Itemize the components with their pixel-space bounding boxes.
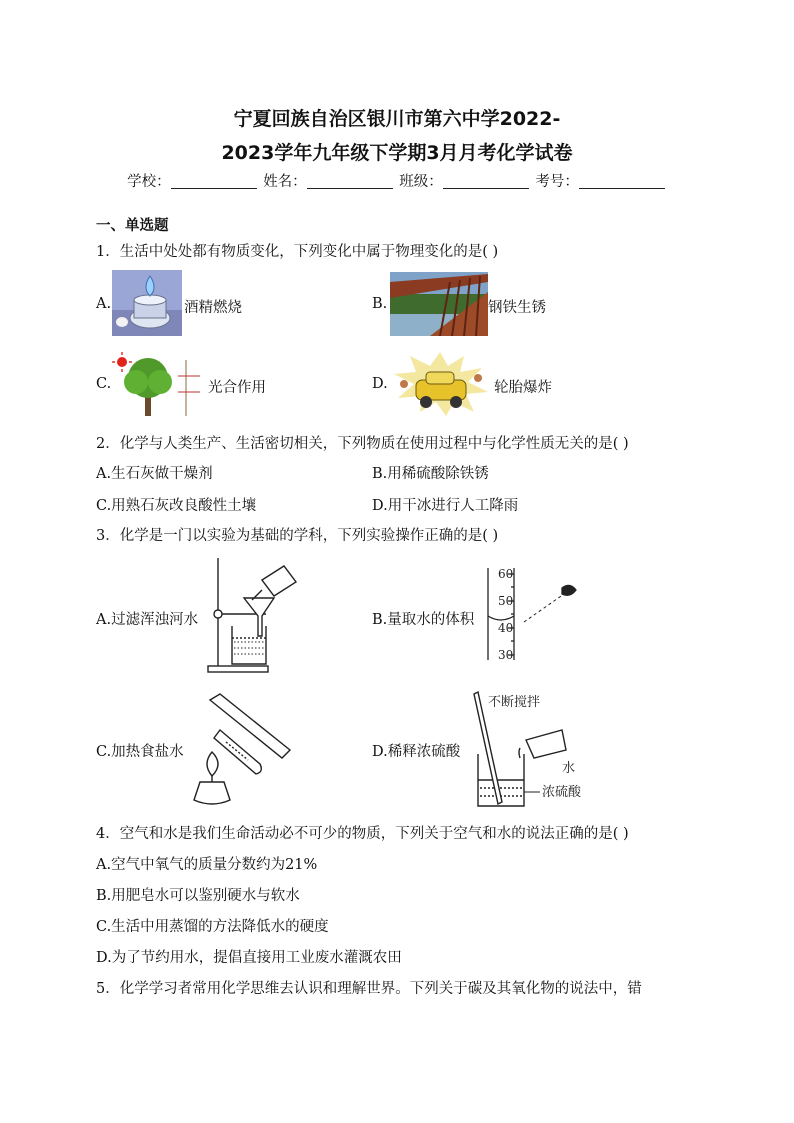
q1-option-a-letter: A. [96,296,112,312]
cylinder-tick-50: 50 [498,594,514,608]
question-1-stem: 1．生活中处处都有物质变化，下列变化中属于物理变化的是( ) [96,244,499,260]
name-field[interactable] [307,174,393,189]
heating-test-tube-diagram [190,690,300,808]
q4-option-b: B.用肥皂水可以鉴别硬水与软水 [96,888,300,904]
q2-option-b: B.用稀硫酸除铁锈 [372,466,489,482]
cylinder-tick-60: 60 [498,567,514,581]
school-field[interactable] [171,174,257,189]
number-label: 考号： [535,174,579,190]
name-label: 姓名： [263,174,307,190]
q4-option-d: D.为了节约用水，提倡直接用工业废水灌溉农田 [96,950,402,966]
water-label: 水 [562,761,576,776]
number-field[interactable] [579,174,665,189]
school-label: 学校： [127,174,171,190]
q1-option-b-letter: B. [372,296,388,312]
question-3-stem: 3．化学是一门以实验为基础的学科，下列实验操作正确的是( ) [96,528,499,544]
rusty-bridge-image [390,272,488,336]
q1-option-c-letter: C. [96,376,112,392]
q2-option-a: A.生石灰做干燥剂 [96,466,213,482]
q4-option-c: C.生活中用蒸馏的方法降低水的硬度 [96,919,329,935]
graduated-cylinder-diagram [484,564,584,662]
q2-option-c: C.用熟石灰改良酸性土壤 [96,498,257,514]
question-4-stem: 4．空气和水是我们生命活动必不可少的物质，下列关于空气和水的说法正确的是( ) [96,826,629,842]
question-2-stem: 2．化学与人类生产、生活密切相关，下列物质在使用过程中与化学性质无关的是( ) [96,436,629,452]
photosynthesis-tree-image [112,352,206,418]
q1-option-d-letter: D. [372,376,388,392]
stir-label: 不断搅拌 [488,695,541,710]
title-line-2: 2023学年九年级下学期3月月考化学试卷 [221,142,573,164]
title-line-1: 宁夏回族自治区银川市第六中学2022- [233,108,561,130]
q1-option-b-text: 钢铁生锈 [488,300,546,316]
q1-option-a-text: 酒精燃烧 [184,300,242,316]
q3-option-c: C.加热食盐水 [96,744,184,760]
class-label: 班级： [399,174,443,190]
alcohol-lamp-image [112,270,182,336]
dilute-sulfuric-acid-diagram [464,688,600,814]
q3-option-b: B.量取水的体积 [372,612,475,628]
q4-option-a: A.空气中氧气的质量分数约为21% [96,857,318,873]
student-info-line [0,170,794,191]
q1-option-c-text: 光合作用 [208,380,266,396]
filtration-apparatus-diagram [204,554,300,674]
acid-label: 浓硫酸 [542,785,582,800]
q1-option-d-text: 轮胎爆炸 [494,380,552,396]
section-heading: 一、单选题 [96,218,169,234]
q3-option-d: D.稀释浓硫酸 [372,744,461,760]
cylinder-tick-30: 30 [498,648,514,662]
class-field[interactable] [443,174,529,189]
q2-option-d: D.用干冰进行人工降雨 [372,498,519,514]
cylinder-tick-40: 40 [498,621,514,635]
question-5-stem: 5．化学学习者常用化学思维去认识和理解世界。下列关于碳及其氧化物的说法中，错 [96,981,642,997]
q3-option-a: A.过滤浑浊河水 [96,612,199,628]
tire-explosion-image [390,350,490,416]
